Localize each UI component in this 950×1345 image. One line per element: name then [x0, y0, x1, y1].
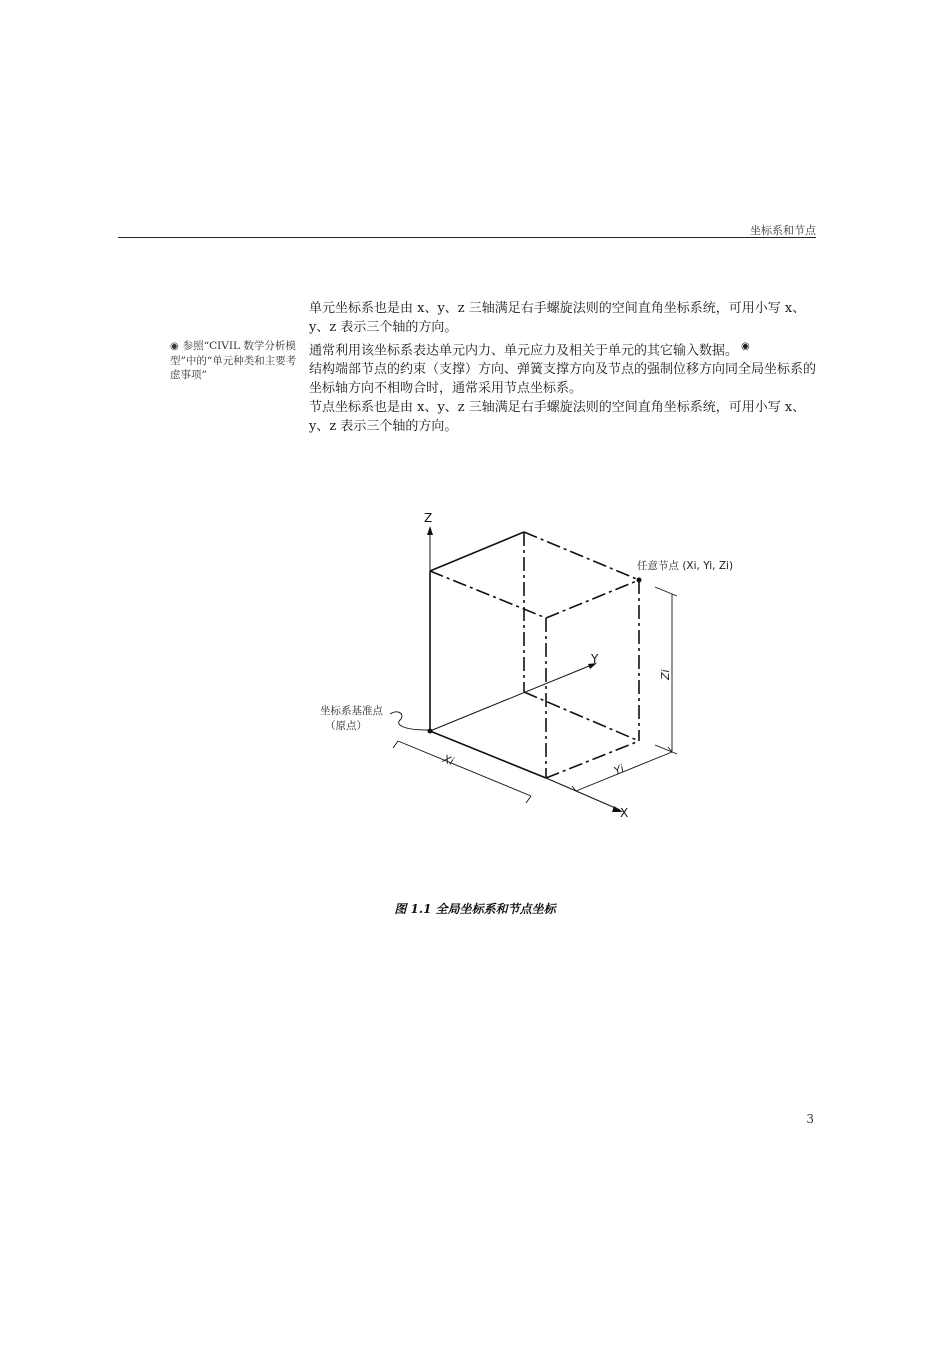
origin-point: [428, 729, 433, 734]
header-rule: [118, 237, 816, 238]
page-number: 3: [806, 1112, 814, 1126]
box-edge: [430, 571, 546, 618]
side-note-text: 参照“CIVIL 数学分析模型”中的“单元种类和主要考虑事项”: [170, 340, 297, 381]
node-label: 任意节点 (Xi, Yi, Zi): [637, 560, 734, 572]
dim-x-label: Xi: [440, 752, 456, 769]
figure-caption: 图 1.1 全局坐标系和节点坐标: [394, 902, 556, 916]
running-header: 坐标系和节点: [750, 224, 816, 237]
box-edge: [524, 532, 639, 580]
z-axis-label: Z: [424, 511, 433, 525]
y-axis: [430, 664, 594, 731]
paragraph-node-coordinates: 节点坐标系也是由 x、y、z 三轴满足右手螺旋法则的空间直角坐标系统，可用小写 x、y、z 表示三个轴的方向。: [309, 400, 806, 435]
side-note: [170, 339, 298, 382]
y-axis-label: Y: [591, 652, 599, 666]
x-axis-label: X: [620, 806, 629, 820]
box-edge: [546, 580, 639, 618]
box-edge: [430, 532, 524, 571]
dim-z-label: Zi: [659, 669, 672, 680]
coordinate-figure: [300, 500, 770, 830]
dim-x-tick: [393, 741, 398, 748]
origin-label: 坐标系基准点: [320, 705, 383, 717]
body-text: [309, 299, 817, 436]
origin-sublabel: （原点）: [325, 720, 367, 732]
dim-y-label: Yi: [612, 762, 626, 778]
dim-z-tick: [655, 587, 677, 596]
paragraph-usage: 通常利用该坐标系表达单元内力、单元应力及相关于单元的其它输入数据。 ◉: [309, 341, 750, 359]
dim-z-tick: [655, 745, 677, 754]
node-point: [637, 578, 642, 583]
box-edge: [524, 692, 639, 741]
reference-icon: ◉: [741, 341, 750, 352]
paragraph-node-coordinates-usage: 结构端部节点的约束（支撑）方向、弹簧支撑方向及节点的强制位移方向同全局坐标系的坐标轴方向不相吻合时，通常采用节点坐标系。: [309, 362, 817, 397]
dim-x-tick: [526, 796, 531, 803]
dim-x-line: [398, 741, 531, 796]
origin-leader: [390, 712, 428, 730]
z-axis-arrow: [427, 526, 433, 535]
reference-icon: ◉: [170, 341, 179, 352]
paragraph-element-coordinates: 单元坐标系也是由 x、y、z 三轴满足右手螺旋法则的空间直角坐标系统，可用小写 x、y、z 表示三个轴的方向。: [309, 301, 806, 335]
x-axis: [546, 778, 620, 810]
